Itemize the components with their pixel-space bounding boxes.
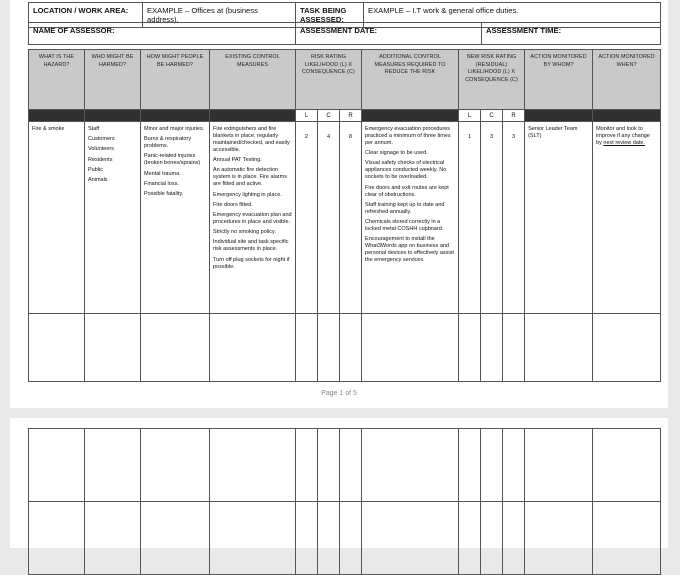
column-existing-controls: EXISTING CONTROL MEASURES: [210, 50, 296, 110]
risk-rating: 8: [340, 122, 362, 314]
subheader-new-c: C: [481, 110, 503, 122]
table-row: [29, 314, 661, 382]
list-item: Possible fatality.: [144, 190, 184, 197]
list-item: Fire doors and exit routes are kept clear of obstructions.: [365, 184, 449, 198]
task-value: EXAMPLE – I.T work & general office duties.: [364, 3, 661, 28]
list-item: Emergency lighting in place.: [213, 191, 282, 198]
risk-assessment-table-continued: [28, 428, 661, 575]
list-item: Burns & respiratory problems.: [144, 136, 192, 150]
list-item: Emergency evacuation plan and procedures in place and visible.: [213, 211, 292, 225]
list-item: An automatic fire detection system is in place. Fire alarms are fitted and active.: [213, 167, 287, 188]
risk-likelihood: 2: [296, 122, 318, 314]
review-date-text: next review date.: [603, 140, 645, 146]
new-risk-likelihood: 1: [459, 122, 481, 314]
subheader-r: R: [340, 110, 362, 122]
monitored-by-cell: Senior Leader Team (SLT): [525, 122, 593, 314]
list-item: Staff: [88, 126, 100, 132]
list-item: Minor and major injuries.: [144, 126, 205, 132]
additional-controls-cell: [362, 122, 459, 314]
how-cell: [141, 122, 210, 314]
task-label: TASK BEING ASSESSED:: [296, 3, 364, 28]
assessment-time-label: ASSESSMENT TIME:: [482, 23, 661, 45]
page-number: Page 1 of 5: [321, 390, 357, 397]
risk-consequence: 4: [318, 122, 340, 314]
location-value: EXAMPLE – Offices at (business address).: [143, 3, 296, 28]
list-item: Emergency evacuation procedures practiced a minimum of three times per annum.: [365, 126, 451, 146]
list-item: Turn off plug sockets for night if possible.: [213, 256, 290, 270]
new-risk-rating: 3: [503, 122, 525, 314]
list-item: Financial loss.: [144, 180, 179, 187]
document-page-1: [10, 0, 668, 408]
subheader-row: [29, 110, 661, 122]
subheader-c: C: [318, 110, 340, 122]
list-item: Customers: [88, 136, 115, 143]
hazard-cell: Fire & smoke: [29, 122, 85, 314]
list-item: Public: [88, 166, 103, 173]
assessor-header: [28, 22, 661, 45]
column-additional-controls: ADDITIONAL CONTROL MEASURES REQUIRED TO REDUCE THE RISK: [362, 50, 459, 110]
column-monitored-when: ACTION MONITORED WHEN?: [593, 50, 661, 110]
subheader-new-l: L: [459, 110, 481, 122]
table-row: [29, 122, 661, 314]
table-row: [29, 502, 661, 575]
assessment-date-label: ASSESSMENT DATE:: [296, 23, 482, 45]
column-risk-rating: RISK RATING LIKELIHOOD (L) X CONSEQUENCE (C): [296, 50, 362, 110]
column-new-risk-rating: NEW RISK RATING (RESIDUAL) LIKELIHOOD (L) X CONSEQUENCE (C): [459, 50, 525, 110]
column-who: WHO MIGHT BE HARMED?: [85, 50, 141, 110]
list-item: Chemicals stored correctly in a locked metal COSHH cupboard.: [365, 218, 444, 232]
column-hazard: WHAT IS THE HAZARD?: [29, 50, 85, 110]
column-monitored-by: ACTION MONITORED BY WHOM?: [525, 50, 593, 110]
list-item: Fire extinguishers and fire blankets in place, regularly maintained/checked, and easily accessible.: [213, 126, 290, 153]
list-item: Animals: [88, 176, 108, 183]
subheader-l: L: [296, 110, 318, 122]
list-item: Staff training kept up to date and refreshed annually.: [365, 201, 445, 215]
list-item: Fire doors fitted.: [213, 201, 253, 208]
list-item: Panic-related injuries (broken bones/sprains): [144, 153, 201, 167]
who-cell: [85, 122, 141, 314]
column-how: HOW MIGHT PEOPLE BE HARMED?: [141, 50, 210, 110]
existing-controls-cell: [210, 122, 296, 314]
risk-assessment-table: [28, 49, 661, 382]
list-item: Individual site and task specific risk assessments in place.: [213, 239, 289, 253]
document-page-2: [10, 418, 668, 548]
list-item: Volunteers: [88, 146, 114, 153]
location-label: LOCATION / WORK AREA:: [29, 3, 143, 28]
list-item: Visual safety checks of electrical appliances conducted weekly. No sockets to be overloaded.: [365, 160, 447, 181]
table-row: [29, 429, 661, 502]
new-risk-consequence: 3: [481, 122, 503, 314]
subheader-new-r: R: [503, 110, 525, 122]
list-item: Encouragement to install the What3Words app on business and personal devices to effectively assist the emergency services.: [365, 236, 454, 264]
list-item: Residents: [88, 156, 113, 163]
monitored-when-cell: [593, 122, 661, 314]
assessor-label: NAME OF ASSESSOR:: [29, 23, 296, 45]
list-item: Annual PAT Testing.: [213, 157, 262, 164]
monitored-when-text: Monitor and look to improve if any change by: [596, 126, 650, 146]
list-item: Mental trauma.: [144, 170, 181, 177]
list-item: Clear signage to be used.: [365, 150, 428, 157]
list-item: Strictly no smoking policy.: [213, 229, 276, 236]
